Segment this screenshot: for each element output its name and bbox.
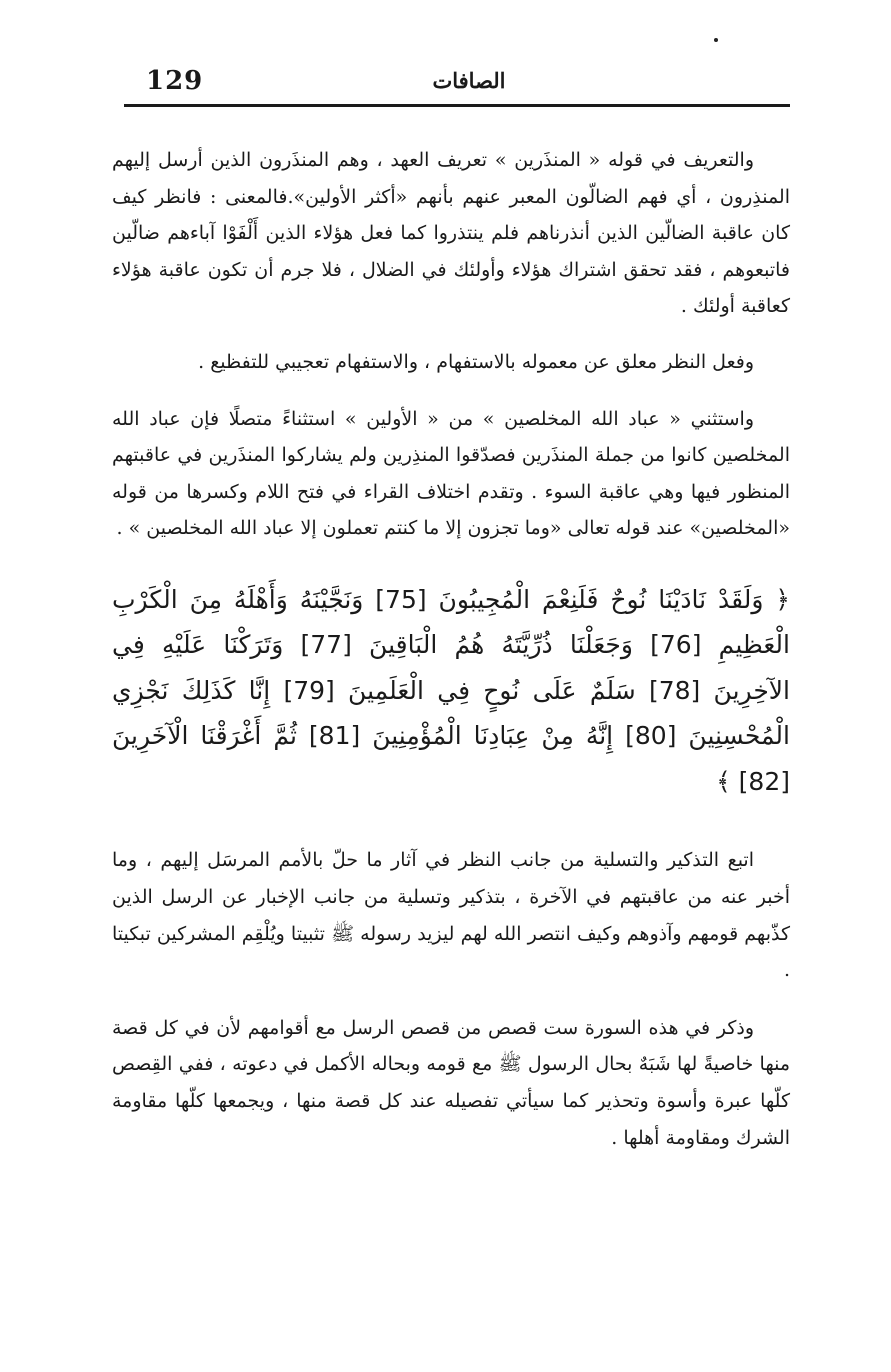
page-number: 129: [146, 66, 204, 96]
paragraph-4: اتبع التذكير والتسلية من جانب النظر في آثار ما حلّ بالأمم المرسَل إليهم ، وما أخبر عنه من عاقبتهم في الآخرة ، بتذكير وتسلية من جانب الإخبار عن الرسل الذين كذّبهم قومهم وآذوهم وكيف انتصر الله لهم ليزيد رسوله ﷺ تثبيتا ويُلْقِم المشركين تبكيتا .: [112, 849, 790, 982]
quran-passage: ﴿ وَلَقَدْ نَادَيْنَا نُوحٌ فَلَنِعْمَ الْمُجِيبُونَ [75] وَنَجَّيْنَهُ وَأَهْلَهُ مِنَ الْكَرْبِ الْعَظِيمِ [76] وَجَعَلْنَا ذُرِّيَّتَهُ هُمُ الْبَاقِينَ [77] وَتَرَكْنَا عَلَيْهِ فِي الآخِرِينَ [78] سَلَمٌ عَلَى نُوحٍ فِي الْعَلَمِينَ [79] إِنَّا كَذَلِكَ نَجْزِي الْمُحْسِنِينَ [80] إِنَّهُ مِنْ عِبَادِنَا الْمُؤْمِنِينَ [81] ثُمَّ أَغْرَقْنَا الْآخَرِينَ [82] ﴾: [112, 584, 790, 796]
paragraph-2: وفعل النظر معلق عن معموله بالاستفهام ، والاستفهام تعجيبي للتفظيع .: [198, 350, 754, 373]
running-title: الصافات: [432, 68, 506, 93]
paragraph-1: والتعريف في قوله « المنذَرين » تعريف العهد ، وهم المنذَرون الذين أرسل إليهم المنذِرون ، أي فهم الضالّون المعبر عنهم بأنهم «أكثر الأولين».فالمعنى : فانظر كيف كان عاقبة الضالّين الذين أنذرناهم فلم ينتذروا كما فعل هؤلاء الذين أَلْفَوْا آباءهم ضالّين فاتبعوهم ، فقد تحقق اشتراك هؤلاء وأولئك في الضلال ، فلا جرم أن تكون عاقبة هؤلاء كعاقبة أولئك .: [112, 149, 790, 318]
page-speck: [714, 38, 718, 42]
page-body: [112, 142, 790, 1188]
header-rule: [124, 104, 790, 107]
paragraph-3: واستثني « عباد الله المخلصين » من « الأولين » استثناءً متصلًا فإن عباد الله المخلصين كانوا من جملة المنذَرين فصدّقوا المنذِرين ولم يشاركوا المنذَرين في عاقبتهم المنظور فيها وهي عاقبة السوء . وتقدم اختلاف القراء في فتح اللام وكسرها من قوله «المخلصين» عند قوله تعالى «وما تجزون إلا ما كنتم تعملون إلا عباد الله المخلصين » .: [112, 407, 790, 540]
paragraph-5: وذكر في هذه السورة ست قصص من قصص الرسل مع أقوامهم لأن في كل قصة منها خاصيةً لها شَبَهٌ بحال الرسول ﷺ مع قومه وبحاله الأكمل في دعوته ، ففي القِصص كلّها عبرة وأسوة وتحذير كما سيأتي تفصيله عند كل قصة منها ، ويجمعها كلّها مقاومة الشرك ومقاومة أهلها .: [112, 1016, 790, 1149]
page-header: [124, 58, 790, 102]
